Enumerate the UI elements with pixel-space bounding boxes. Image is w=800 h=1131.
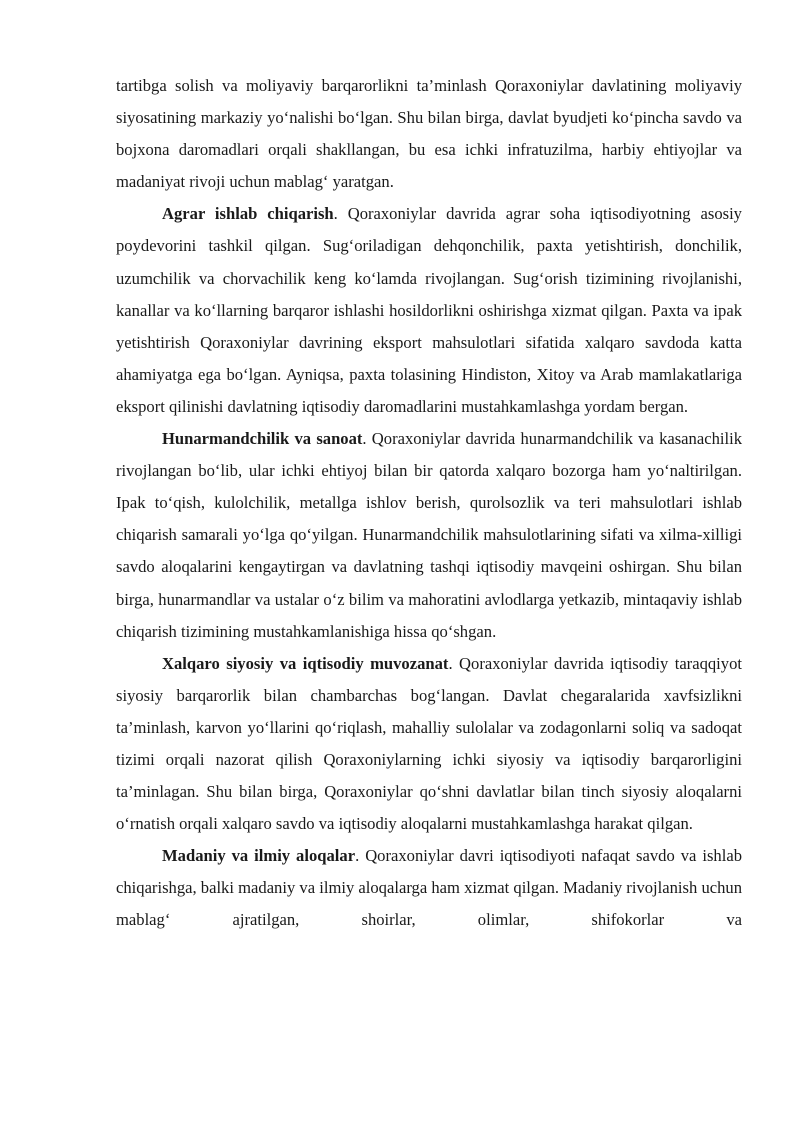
- paragraph-agrar: [116, 198, 742, 423]
- paragraph-continuation: [116, 70, 742, 198]
- paragraph-xalqaro: [116, 648, 742, 841]
- paragraph-heading: Hunarmandchilik va sanoat: [162, 429, 363, 449]
- paragraph-madaniy: [116, 840, 742, 936]
- paragraph-hunarmandchilik: [116, 423, 742, 648]
- paragraph-text: . Qoraxoniylar davrida hunarmandchilik va kasanachilik rivojlangan bo‘lib, ular ichki ehtiyoj bilan bir qatorda xalqaro bozorga ham yo‘naltirilgan. Ipak to‘qish, kulolchilik, metallga ishlov berish, qurolsozlik va teri mahsulotlari ishlab chiqarish samarali yo‘lga qo‘yilgan. Hunarmandchilik mahsulotlarining sifati va xilma-xilligi savdo aloqalarini kengaytirgan va davlatning tashqi iqtisodiy mavqeini oshirgan. Shu bilan birga, hunarmandlar va ustalar o‘z bilim va mahoratini avlodlarga yetkazib, mintaqaviy ishlab chiqarish tizimining mustahkamlanishiga hissa qo‘shgan.: [116, 429, 742, 641]
- paragraph-text: . Qoraxoniylar davrida iqtisodiy taraqqiyot siyosiy barqarorlik bilan chambarchas bog‘langan. Davlat chegaralarida xavfsizlikni ta’minlash, karvon yo‘llarini qo‘riqlash, mahalliy sulolalar va zodagonlarni soliq va sadoqat tizimi orqali nazorat qilish Qoraxoniylarning ichki siyosiy va iqtisodiy barqarorligini ta’minlagan. Shu bilan birga, Qoraxoniylar qo‘shni davlatlar bilan tinch siyosiy aloqalarni o‘rnatish orqali xalqaro savdo va iqtisodiy aloqalarni mustahkamlashga harakat qilgan.: [116, 653, 742, 834]
- paragraph-heading: Xalqaro siyosiy va iqtisodiy muvozanat: [162, 653, 449, 673]
- paragraph-text: . Qoraxoniylar davrida agrar soha iqtisodiyotning asosiy poydevorini tashkil qilgan. Sug‘oriladigan dehqonchilik, paxta yetishtirish, donchilik, uzumchilik va chorvachilik keng ko‘lamda rivojlangan. Sug‘orish tizimining rivojlanishi, kanallar va ko‘llarning barqaror ishlashi hosildorlikni oshirishga xizmat qilgan. Paxta va ipak yetishtirish Qoraxoniylar davrining eksport mahsulotlari sifatida xalqaro savdoda katta ahamiyatga ega bo‘lgan. Ayniqsa, paxta tolasining Hindiston, Xitoy va Arab mamlakatlariga eksport qilinishi davlatning iqtisodiy daromadlarini mustahkamlashga yordam bergan.: [116, 204, 742, 416]
- paragraph-heading: Madaniy va ilmiy aloqalar: [162, 846, 356, 866]
- document-body: [116, 70, 742, 937]
- paragraph-text: tartibga solish va moliyaviy barqarorlikni ta’minlash Qoraxoniylar davlatining moliyaviy siyosatining markaziy yo‘nalishi bo‘lgan. Shu bilan birga, davlat byudjeti ko‘pincha savdo va bojxona daromadlari orqali shakllangan, bu esa ichki infratuzilma, harbiy ehtiyojlar va madaniyat rivoji uchun mablag‘ yaratgan.: [116, 76, 742, 192]
- paragraph-heading: Agrar ishlab chiqarish: [162, 204, 334, 224]
- paragraph-text: . Qoraxoniylar davri iqtisodiyoti nafaqat savdo va ishlab chiqarishga, balki madaniy va ilmiy aloqalarga ham xizmat qilgan. Madaniy rivojlanish uchun mablag‘ ajratilgan, shoirlar, olimlar, shifokorlar va: [116, 846, 742, 930]
